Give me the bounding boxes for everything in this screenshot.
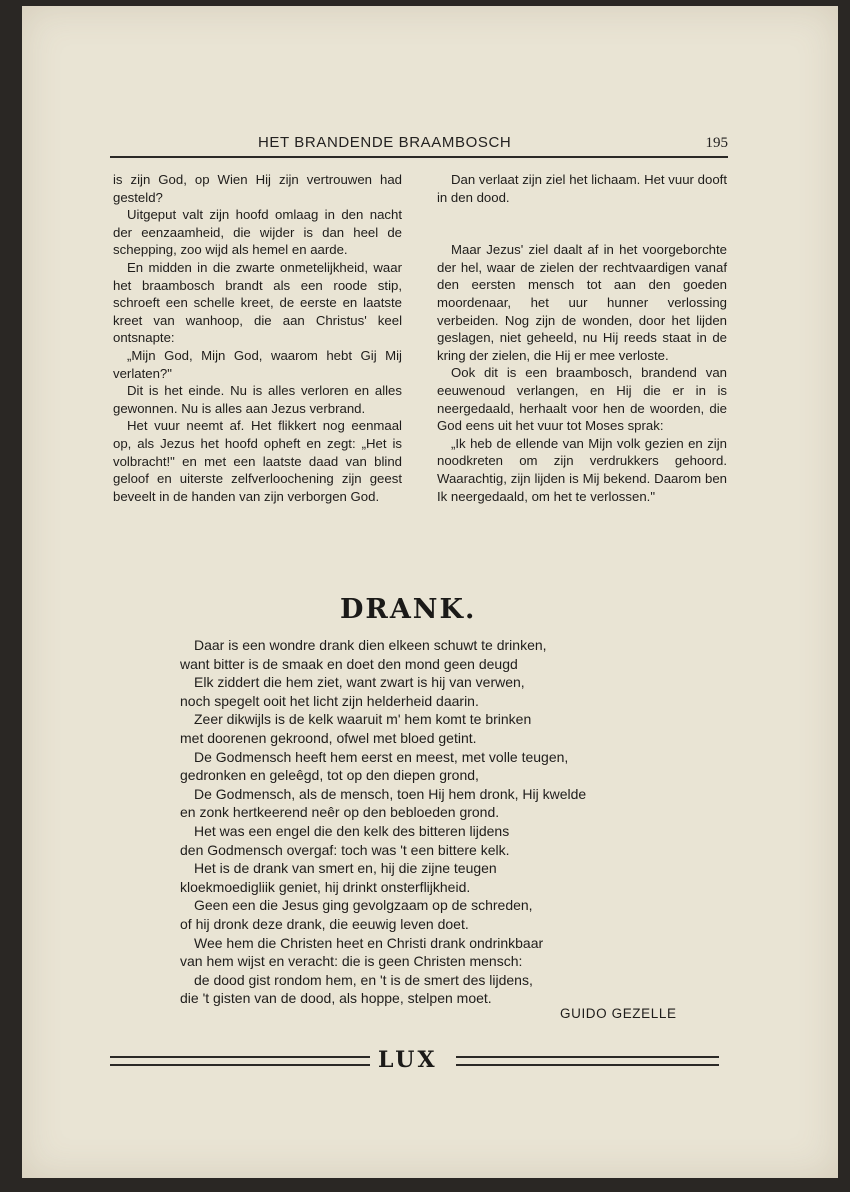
poem bbox=[180, 636, 720, 1008]
poem-line: noch spegelt ooit het licht zijn helderheid daarin. bbox=[180, 692, 479, 709]
paragraph: Maar Jezus' ziel daalt af in het voorgeborchte der hel, waar de zielen der rechtvaardigen vanaf den eersten mensch tot aan den goeden moordenaar, het uur hunner verlossing verbeiden. Nog zijn de wonden, door het lijden geslagen, niet geheeld, nu Hij reeds staat in de kring der zielen, die Hij er mee verloste. bbox=[437, 242, 727, 363]
left-column bbox=[113, 171, 402, 505]
paragraph: Uitgeput valt zijn hoofd omlaag in den nacht der eenzaamheid, die wijder is dan heel de schepping, zoo wijd als hemel en aarde. bbox=[113, 207, 402, 258]
poem-line: en zonk hertkeerend neêr op den bebloeden grond. bbox=[180, 804, 500, 821]
poem-title: DRANK. bbox=[340, 594, 477, 625]
running-header bbox=[110, 134, 728, 158]
poem-line: Het was een engel die den kelk des bitteren lijdens bbox=[194, 822, 510, 839]
poem-line: gedronken en geleêgd, tot op den diepen grond, bbox=[180, 767, 479, 784]
running-title: HET BRANDENDE BRAAMBOSCH bbox=[258, 134, 512, 151]
footer-logo: LUX bbox=[378, 1047, 438, 1073]
poem-author: GUIDO GEZELLE bbox=[560, 1006, 677, 1021]
poem-line: want bitter is de smaak en doet den mond geen deugd bbox=[180, 655, 518, 672]
footer-rule-right bbox=[456, 1056, 719, 1066]
paragraph: Het vuur neemt af. Het flikkert nog eenmaal op, als Jezus het hoofd opheft en zegt: „Het is volbracht!" en met een laatste daad van blind geloof en uiterste zelfverloochening zijn geest beveelt in de handen van zijn verborgen God. bbox=[113, 418, 402, 504]
poem-line: Daar is een wondre drank dien elkeen schuwt te drinken, bbox=[194, 637, 547, 653]
poem-line: Elk ziddert die hem ziet, want zwart is hij van verwen, bbox=[194, 674, 525, 691]
poem-line: die 't gisten van de dood, als hoppe, stelpen moet. bbox=[180, 990, 492, 1007]
poem-line: of hij dronk deze drank, die eeuwig leven doet. bbox=[180, 915, 469, 932]
poem-line: den Godmensch overgaf: toch was 't een bittere kelk. bbox=[180, 841, 510, 858]
poem-line: Wee hem die Christen heet en Christi drank ondrinkbaar bbox=[194, 934, 544, 951]
poem-line: kloekmoedigliik geniet, hij drinkt onsterflijkheid. bbox=[180, 878, 471, 895]
page-number: 195 bbox=[705, 135, 728, 151]
poem-line: De Godmensch, als de mensch, toen Hij hem dronk, Hij kwelde bbox=[194, 785, 587, 802]
scanned-page bbox=[22, 6, 838, 1178]
paragraph: „Ik heb de ellende van Mijn volk gezien en zijn noodkreten om zijn verdrukkers gehoord. Waarachtig, zijn lijden is Mij bekend. Daarom ben Ik neergedaald, om het te verlossen." bbox=[437, 435, 727, 504]
paragraph: is zijn God, op Wien Hij zijn vertrouwen had gesteld? bbox=[113, 172, 402, 205]
poem-line: Geen een die Jesus ging gevolgzaam op de schreden, bbox=[194, 897, 533, 914]
paragraph: Ook dit is een braambosch, brandend van eeuwenoud verlangen, en Hij die er in is neergedaald, herhaalt voor hen de woorden, die God eens uit het vuur tot Moses sprak: bbox=[437, 365, 727, 434]
paragraph: Dit is het einde. Nu is alles verloren en alles gewonnen. Nu is alles aan Jezus verbrand. bbox=[113, 383, 402, 416]
paragraph: En midden in die zwarte onmetelijkheid, waar het braambosch brandt als een roode stip, schroeft een schelle kreet, de eerste en laatste kreet van wanhoop, die aan Christus' keel ontsnapte: bbox=[113, 259, 402, 346]
poem-line: De Godmensch heeft hem eerst en meest, met volle teugen, bbox=[194, 748, 569, 765]
poem-line: van hem wijst en veracht: die is geen Christen mensch: bbox=[180, 953, 523, 970]
paragraph: „Mijn God, Mijn God, waarom hebt Gij Mij verlaten?" bbox=[113, 347, 402, 381]
poem-line: de dood gist rondom hem, en 't is de smert des lijdens, bbox=[194, 971, 533, 988]
poem-line: met doorenen gekroond, ofwel met bloed getint. bbox=[180, 729, 477, 746]
paragraph: Dan verlaat zijn ziel het lichaam. Het vuur dooft in den dood. bbox=[437, 172, 727, 205]
poem-line: Zeer dikwijls is de kelk waaruit m' hem komt te brinken bbox=[194, 711, 532, 728]
poem-line: Het is de drank van smert en, hij die zijne teugen bbox=[194, 860, 497, 877]
right-column bbox=[437, 171, 727, 505]
footer-rule-left bbox=[110, 1056, 370, 1066]
